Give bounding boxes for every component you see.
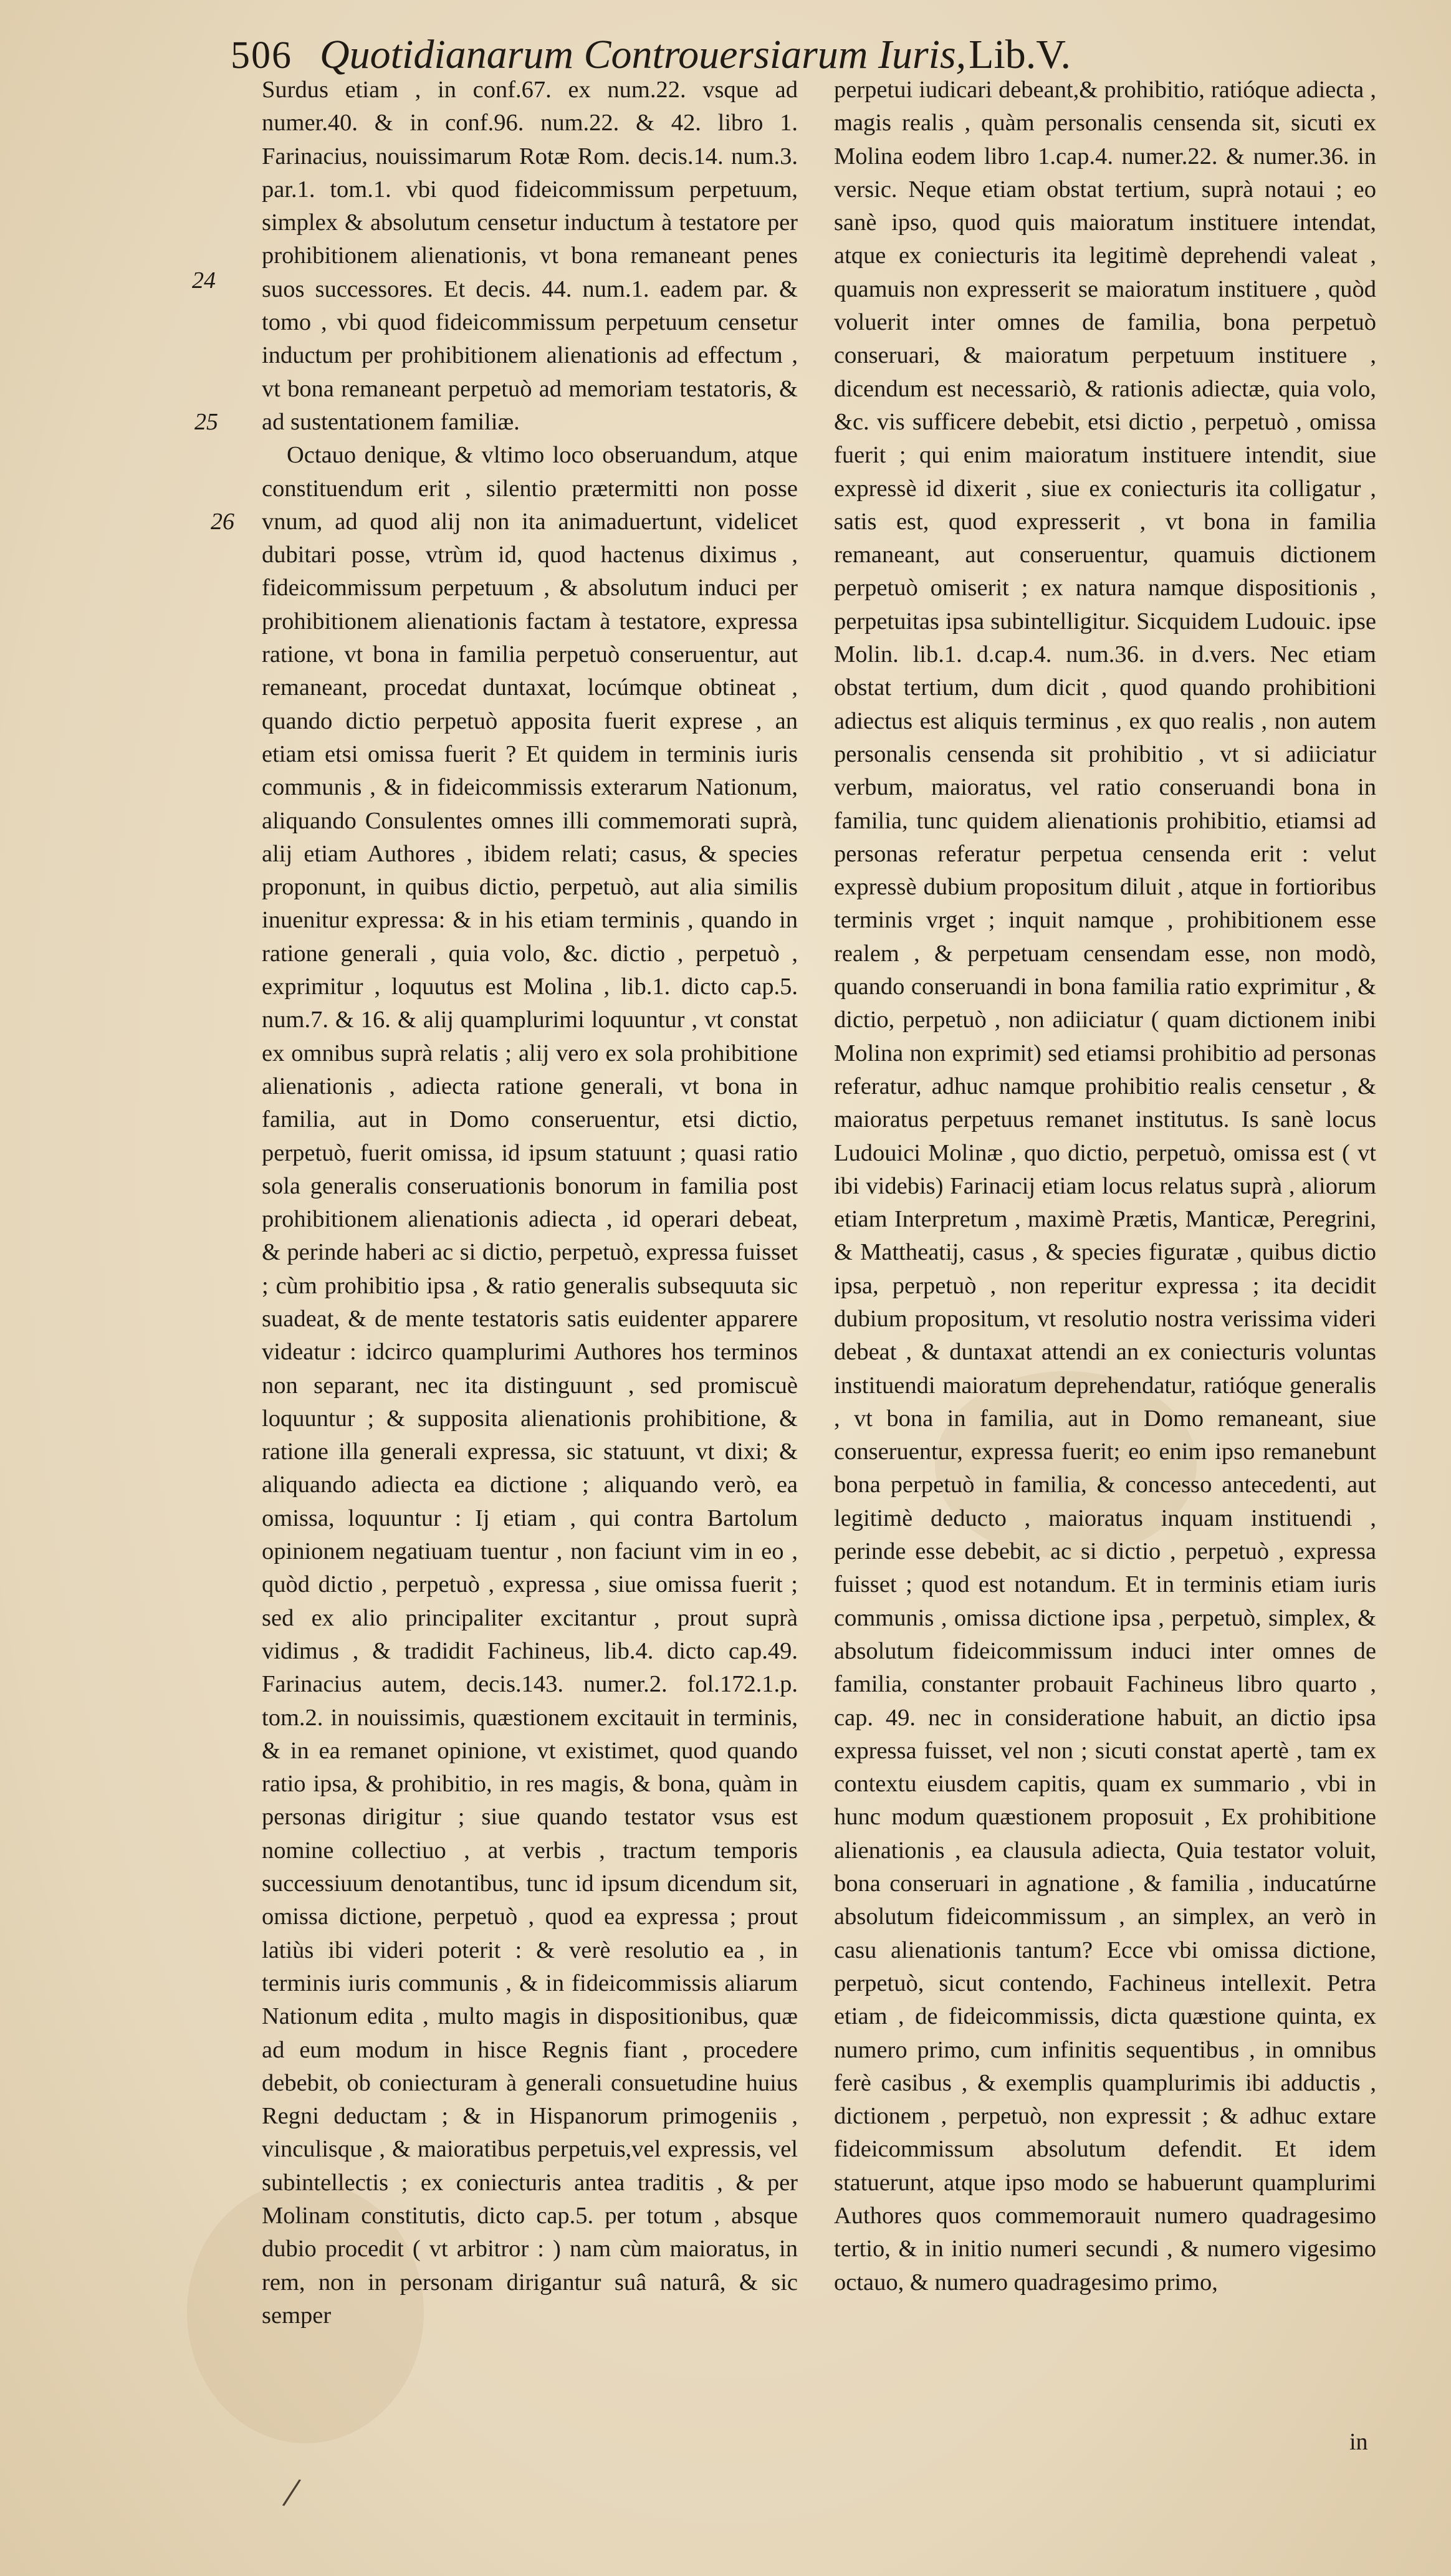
running-book: Lib.V.: [969, 32, 1071, 77]
left-column: [262, 74, 798, 2332]
margin-number: 26: [211, 509, 234, 535]
pen-mark: /: [280, 2468, 304, 2518]
running-title: Quotidianarum Controuersiarum Iuris,: [320, 32, 967, 77]
catchword: in: [1349, 2429, 1368, 2455]
paragraph: Surdus etiam , in conf.67. ex num.22. vsque ad numer.40. & in conf.96. num.22. & 42. libro 1. Farinacius, nouissimarum Rotæ Rom. decis.14. num.3. par.1. tom.1. vbi quod fideicommissum perpetuum, simplex & absolutum censetur inductum à testatore per prohibitionem alienationis, vt bona remaneant penes suos successores. Et decis. 44. num.1. eadem par. & tomo , vbi quod fideicommissum perpetuum censetur inductum per prohibitionem alienationis ad effectum , vt bona remaneant perpetuò ad memoriam testatoris, & ad sustentationem familiæ.: [262, 77, 798, 435]
margin-number: 25: [194, 409, 218, 435]
paragraph: Octauo denique, & vltimo loco obseruandum, atque constituendum erit , silentio prætermitti non posse vnum, ad quod alij non ita animaduertunt, videlicet dubitari posse, vtrùm id, quod hactenus diximus , fideicommissum perpetuum , & absolutum induci per prohibitionem alienationis factam à testatore, expressa ratione, vt bona in familia perpetuò conseruentur, aut remaneant, procedat duntaxat, locúmque obtineat , quando dictio perpetuò apposita fuerit exprese , an etiam etsi omissa fuerit ? Et quidem in terminis iuris communis , & in fideicommissis exterarum Nationum, aliquando Consulentes omnes illi commemorati suprà, alij etiam Authores , ibidem relati; casus, & species proponunt, in quibus dictio, perpetuò, aut alia similis inuenitur expressa: & in his etiam terminis , quando in ratione generali , quia volo, &c. dictio , perpetuò , exprimitur , loquutus est Molina , lib.1. dicto cap.5. num.7. & 16. & alij quamplurimi loquuntur , vt constat ex omnibus suprà relatis ; alij vero ex sola prohibitione alienationis , adiecta ratione generali, vt bona in familia, aut in Domo conseruentur, etsi dictio, perpetuò, fuerit omissa, id ipsum statuunt ; quasi ratio sola generalis conseruationis bonorum in familia post prohibitionem alienationis adiecta , id operari debeat, & perinde haberi ac si dictio, perpetuò, expressa fuisset ; cùm prohibitio ipsa , & ratio generalis subsequuta sic suadeat, & de mente testatoris satis euidenter apparere videatur : idcirco quamplurimi Authores hos terminos non separant, nec ita distinguunt , sed promiscuè loquuntur ; & supposita alienationis prohibitione, & ratione illa generali expressa, sic statuunt, vt dixi; & aliquando adiecta ea dictione ; aliquando verò, ea omissa, loquuntur : Ij etiam , qui contra Bartolum opinionem negatiuam tuentur , non faciunt vim in eo , quòd dictio , perpetuò , expressa , siue omissa fuerit ; sed ex alio principaliter excitantur , prout suprà vidimus , & tradidit Fachineus, lib.4. dicto cap.49. Farinacius autem, decis.143. numer.2. fol.172.1.p. tom.2. in nouissimis, quæstionem excitauit in terminis, & in ea remanet opinione, vt existimet, quod quando ratio ipsa, & prohibitio, in res magis, & bona, quàm in personas dirigitur ; siue quando testator vsus est nomine collectiuo , at verbis , tractum temporis successiuum denotantibus, tunc id ipsum dicendum sit, omissa dictione, perpetuò , quod ea expressa ; prout latiùs ibi videri poterit : & verè resolutio ea , in terminis iuris communis , & in fideicommissis aliarum Nationum edita , multo magis in dispositionibus, quæ ad eum modum in hisce Regnis fiant , procedere debebit, ob coniecturam à generali consuetudine huius Regni deductam ; & in Hispanorum primogeniis , vinculisque , & maioratibus perpetuis,vel expressis, vel subintellectis ; ex coniecturis antea traditis , & per Molinam constitutis, dicto cap.5. per totum , absque dubio procedit ( vt arbitror : ) nam cùm maioratus, in rem, non in personam dirigantur suâ naturâ, & sic semper: [262, 442, 798, 2329]
paragraph: perpetui iudicari debeant,& prohibitio, ratióque adiecta , magis realis , quàm personalis censenda sit, sicuti ex Molina eodem libro 1.cap.4. numer.22. & numer.36. in versic. Neque etiam obstat tertium, suprà notaui ; eo sanè ipso, quod quis maioratum instituere intendat, atque ex coniecturis ita legitimè deprehendi valeat , quamuis non expresserit se maioratum instituere , quòd voluerit inter omnes de familia, bona perpetuò conseruari, & maioratum perpetuum instituere , dicendum est necessariò, & rationis adiectæ, quia volo, &c. vis sufficere debebit, etsi dictio , perpetuò , omissa fuerit ; qui enim maioratum instituere intendit, siue expressè id dixerit , siue ex coniecturis ita colligatur , satis est, quod expresserit , vt bona in familia remaneant, aut conseruentur, quamuis dictionem perpetuò omiserit ; ex natura namque dispositionis , perpetuitas ipsa subintelligitur. Sicquidem Ludouic. ipse Molin. lib.1. d.cap.4. num.36. in d.vers. Nec etiam obstat tertium, dum dicit , quod quando prohibitioni adiectus est aliquis terminus , ex quo realis , non autem personalis censenda sit prohibitio , vt si adiiciatur verbum, maioratus, vel ratio conseruandi bona in familia, tunc quidem alienationis prohibitio, etiamsi ad personas referatur perpetua censenda erit : velut expressè dubium propositum diluit , atque in fortioribus terminis vrget ; inquit namque , prohibitionem esse realem , & perpetuam censendam esse, non modò, quando conseruandi in bona familia ratio exprimitur , & dictio, perpetuò , non adiiciatur ( quam dictionem inibi Molina non exprimit) sed etiamsi prohibitio ad personas referatur, adhuc namque prohibitio realis censetur , & maioratus perpetuus remanet institutus. Is sanè locus Ludouici Molinæ , quo dictio, perpetuò, omissa est ( vt ibi videbis) Farinacij etiam locus relatus suprà , aliorum etiam Interpretum , maximè Prætis, Manticæ, Peregrini, & Mattheatij, casus , & species figuratæ , quibus dictio ipsa, perpetuò , non reperitur expressa ; ita decidit dubium propositum, vt resolutio nostra verissima videri debeat , & duntaxat attendi an ex coniecturis voluntas instituendi maioratum deprehendatur, ratióque generalis , vt bona in familia, aut in Domo remaneant, siue conseruentur, expressa fuerit; eo enim ipso remanebunt bona perpetuò in familia, & concesso antecedenti, aut legitimè deducto , maioratus inquam instituendi , perinde esse debebit, ac si dictio , perpetuò , expressa fuisset ; quod est notandum. Et in terminis etiam iuris communis , omissa dictione ipsa , perpetuò, simplex, & absolutum fideicommissum induci inter omnes de familia, constanter probauit Fachineus libro quarto , cap. 49. nec in consideratione habuit, an dictio ipsa expressa fuisset, vel non ; sicuti constat apertè , tam ex contextu eiusdem capitis, quam ex summario , vbi in hunc modum quæstionem proposuit , Ex prohibitione alienationis , ea clausula adiecta, Quia testator voluit, bona conseruari in agnatione , & familia , inducatúrne absolutum fideicommissum , an simplex, an verò in casu alienationis tantum? Ecce vbi omissa dictione, perpetuò, sicut contendo, Fachineus intellexit. Petra etiam , de fideicommissis, dicta quæstione quinta, ex numero primo, cum infinitis sequentibus , in omnibus ferè casibus , & exemplis quamplurimis ibi adductis , dictionem , perpetuò, non expressit ; & adhuc extare fideicommissum absolutum defendit. Et idem statuerunt, atque ipso modo se habuerunt quamplurimi Authores quos commemorauit numero quadragesimo tertio, & in initio numeri secundi , & numero vigesimo octauo, & numero quadragesimo primo,: [834, 77, 1376, 2296]
right-column: [834, 74, 1376, 2299]
page-number: 506: [231, 34, 292, 77]
margin-number: 24: [192, 267, 216, 294]
